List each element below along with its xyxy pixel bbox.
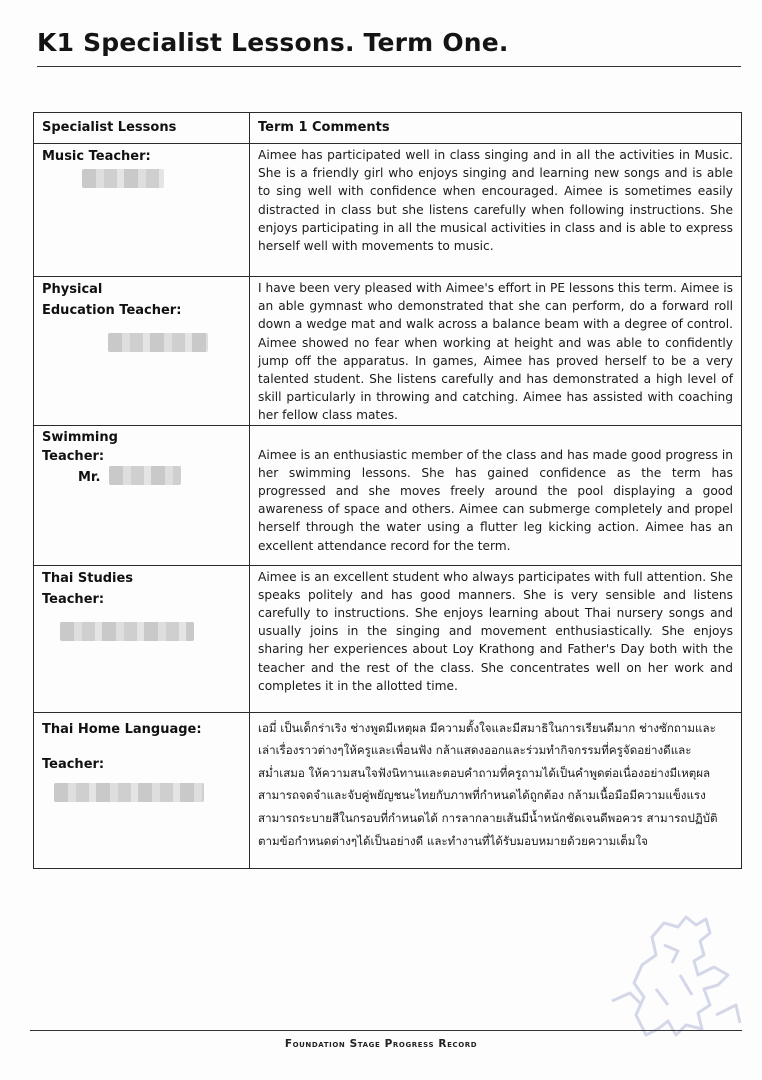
title-divider — [37, 66, 741, 67]
comment-cell-music: Aimee has participated well in class singing and in all the activities in Music. She is a friendly girl who enjoys singing and learning new songs and is able to sing well with confidence when encouraged. Aimee is sometimes easily distracted in class but she listens carefully when following instructions. She enjoys participating in all the musical activities in class and is able to express herself well with movements to music. — [250, 144, 742, 277]
table-row — [34, 144, 742, 277]
teacher-cell-music — [34, 144, 250, 277]
redacted-name — [108, 333, 208, 352]
teacher-label: Thai Studies — [42, 570, 134, 586]
teacher-label: Education Teacher: — [42, 303, 182, 318]
table-row — [34, 565, 742, 712]
teacher-cell-pe — [34, 277, 250, 426]
teacher-label: Teacher: — [42, 448, 105, 464]
redacted-name — [82, 169, 164, 188]
teacher-cell-thai-studies — [34, 565, 250, 712]
footer-divider — [30, 1030, 742, 1031]
teacher-label: Swimming — [42, 429, 118, 445]
title-prefix: Mr. — [78, 469, 101, 485]
footer-title: Foundation Stage Progress Record — [284, 1038, 478, 1050]
comment-cell-thai-home-language: เอมี่ เป็นเด็กร่าเริง ช่างพูดมีเหตุผล มีความตั้งใจและมีสมาธิในการเรียนดีมาก ช่างซักถามและเล่าเรื่องราวต่างๆให้ครูและเพื่อนฟัง กล้าแสดงออกและร่วมทำกิจกรรมที่ครูจัดอย่างดีและสม่ำเสมอ ให้ความสนใจฟังนิทานและตอบคำถามที่ครูถามได้เป็นคำพูดต่อเนื่องอย่างมีเหตุผล สามารถจดจำและจับคู่พยัญชนะไทยกับภาพที่กำหนดได้ถูกต้อง กล้ามเนื้อมือมีความแข็งแรง สามารถระบายสีในกรอบที่กำหนดได้ การลากลายเส้นมีน้ำหนักชัดเจนดีพอควร สามารถปฏิบัติตามข้อกำหนดต่างๆได้เป็นอย่างดี และทำงานที่ได้รับมอบหมายด้วยความเต็มใจ — [250, 712, 742, 868]
teacher-cell-swimming — [34, 425, 250, 565]
redacted-name — [60, 622, 194, 641]
teacher-label: Physical — [42, 282, 103, 297]
page-title: K1 Specialist Lessons. Term One. — [37, 28, 509, 57]
teacher-cell-thai-home-language — [34, 712, 250, 868]
teacher-label: Music Teacher: — [42, 149, 151, 164]
table-row — [34, 277, 742, 426]
lion-rampant-crest-icon — [606, 905, 746, 1045]
table-header-row — [34, 113, 742, 144]
redacted-name — [109, 466, 181, 485]
comment-cell-thai-studies: Aimee is an excellent student who always participates with full attention. She speaks politely and has good manners. She is very sensible and listens carefully to instructions. She enjoys learning about Thai nursery songs and usually joins in the singing and movement enthusiastically. She enjoys sharing her experiences about Loy Krathong and Father's Day both with the teacher and the rest of the class. She concentrates well on her work and completes it in the allotted time. — [250, 565, 742, 712]
comment-cell-swimming: Aimee is an enthusiastic member of the class and has made good progress in her swimming lessons. She has gained confidence as the term has progressed and she moves freely around the pool displaying a good awareness of space and others. Aimee can submerge completely and propel herself through the water using a flutter leg kicking action. Aimee has an excellent attendance record for the term. — [250, 425, 742, 565]
redacted-name — [54, 783, 204, 802]
specialist-lessons-table — [33, 112, 742, 869]
table-row — [34, 425, 742, 565]
comment-cell-pe: I have been very pleased with Aimee's effort in PE lessons this term. Aimee is an able gymnast who demonstrated that she can perform, do a forward roll down a wedge mat and walk across a balance beam with a degree of control. Aimee showed no fear when working at height and was able to confidently jump off the apparatus. In games, Aimee has proved herself to be a very talented student. She listens carefully and has demonstrated a high level of skill particularly in throwing and catching. Aimee has assisted with coaching her fellow class mates. — [250, 277, 742, 426]
table-row — [34, 712, 742, 868]
teacher-label: Teacher: — [42, 591, 105, 607]
teacher-label: Teacher: — [42, 756, 105, 772]
teacher-label: Thai Home Language: — [42, 721, 202, 737]
column-header-comments: Term 1 Comments — [250, 113, 742, 144]
column-header-lessons: Specialist Lessons — [34, 113, 250, 144]
